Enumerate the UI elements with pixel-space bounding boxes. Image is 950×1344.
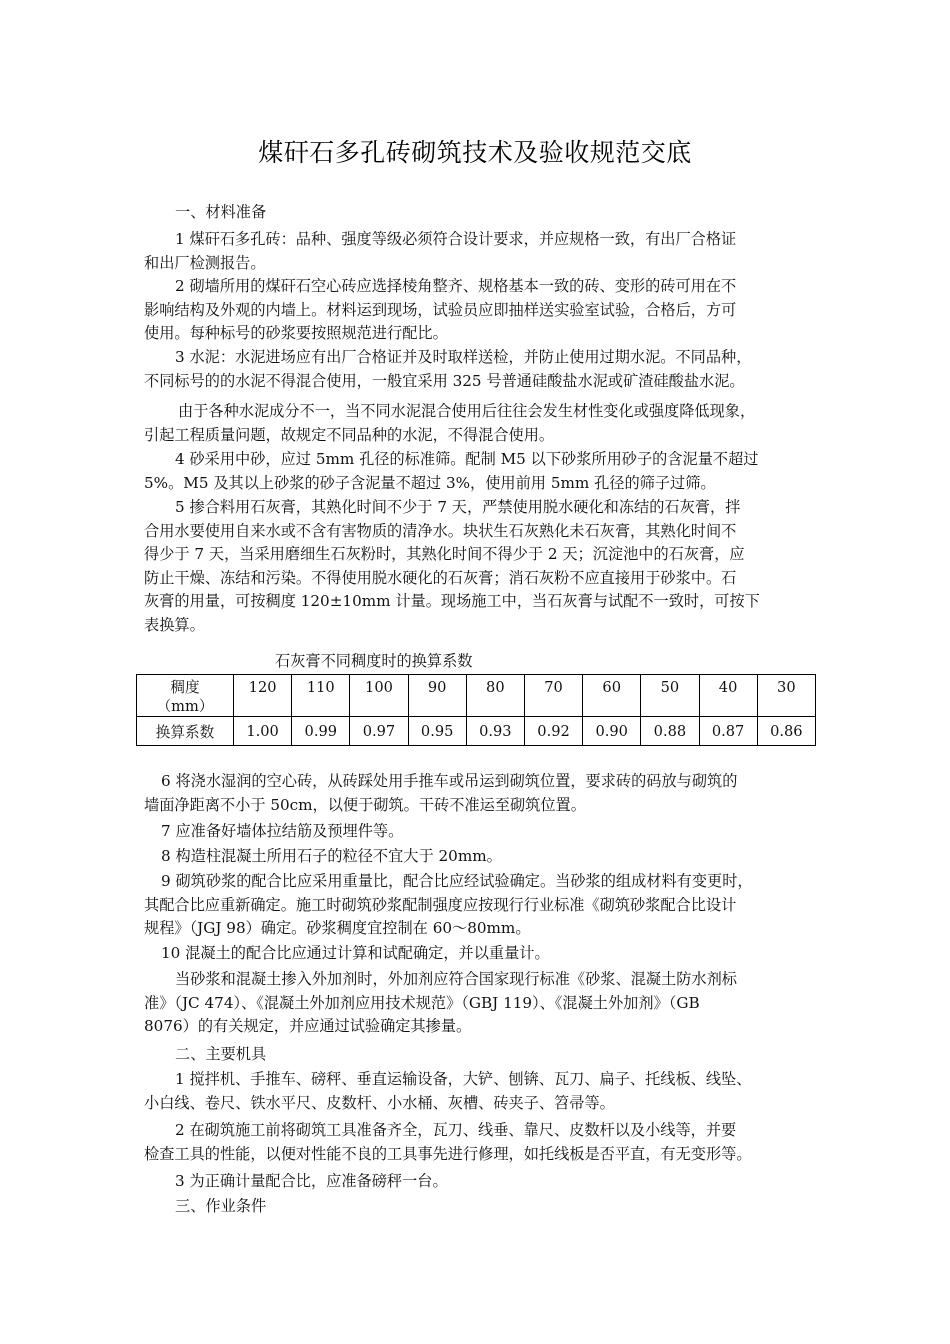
paragraph-line: 7 应准备好墙体拉结筋及预埋件等。 bbox=[161, 822, 404, 840]
paragraph-line: 不同标号的的水泥不得混合使用，一般宜采用 325 号普通硅酸盐水泥或矿渣硅酸盐水泥。 bbox=[144, 371, 745, 390]
paragraph-line: 1 搅拌机、手推车、磅秤、垂直运输设备，大铲、刨锛、瓦刀、扁子、托线板、线坠、 bbox=[175, 1070, 752, 1088]
consistency-cell: 30 bbox=[757, 675, 815, 717]
table-header-row bbox=[137, 675, 816, 717]
paragraph bbox=[144, 400, 812, 447]
coefficient-cell: 0.97 bbox=[350, 717, 408, 746]
document-title: 煤矸石多孔砖砌筑技术及验收规范交底 bbox=[258, 138, 692, 167]
paragraph-line: 灰膏的用量，可按稠度 120±10mm 计量。现场施工中，当石灰膏与试配不一致时，可按下 bbox=[144, 592, 760, 610]
paragraph bbox=[144, 845, 812, 869]
paragraph bbox=[144, 448, 812, 495]
table-row-label: 换算系数 bbox=[137, 717, 234, 746]
paragraph bbox=[144, 870, 812, 941]
paragraph-line: 影响结构及外观的内墙上。材料运到现场，试验员应即抽样送实验室试验，合格后，方可 bbox=[144, 300, 737, 319]
paragraph-line: 三、作业条件 bbox=[175, 1197, 267, 1215]
paragraph-line: 10 混凝土的配合比应通过计算和试配确定，并以重量计。 bbox=[161, 944, 550, 962]
paragraph-line: 引起工程质量问题，故规定不同品种的水泥，不得混合使用。 bbox=[144, 425, 555, 444]
table-coefficient-row bbox=[137, 717, 816, 746]
paragraph-line: 9 砌筑砂浆的配合比应采用重量比，配合比应经试验确定。当砂浆的组成材料有变更时， bbox=[161, 872, 753, 890]
paragraph-line: 墙面净距离不小于 50cm，以便于砌筑。干砖不准运至砌筑位置。 bbox=[144, 795, 586, 814]
paragraph-line: 3 水泥：水泥进场应有出厂合格证并及时取样送检，并防止使用过期水泥。不同品种， bbox=[175, 348, 752, 366]
coefficient-cell: 0.86 bbox=[757, 717, 815, 746]
paragraph-line: 准》（JC 474）、《混凝土外加剂应用技术规范》（GBJ 119）、《混凝土外加剂》（GB bbox=[144, 993, 700, 1012]
paragraph-line: 3 为正确计量配合比，应准备磅秤一台。 bbox=[175, 1172, 448, 1190]
paragraph-line: 8076）的有关规定，并应通过试验确定其掺量。 bbox=[144, 1017, 472, 1035]
paragraph-line: 5%。M5 及其以上砂浆的砂子含泥量不超过 3%，使用前用 5mm 孔径的筛子过筛。 bbox=[144, 473, 716, 492]
paragraph bbox=[144, 1170, 812, 1194]
paragraph-line: 和出厂检测报告。 bbox=[144, 253, 266, 272]
paragraph bbox=[144, 228, 812, 275]
coefficient-cell: 0.95 bbox=[408, 717, 466, 746]
paragraph-line: 1 煤矸石多孔砖：品种、强度等级必须符合设计要求，并应规格一致，有出厂合格证 bbox=[175, 230, 737, 248]
paragraph bbox=[144, 346, 812, 393]
paragraph-line: 规程》（JGJ 98）确定。砂浆稠度宜控制在 60～80mm。 bbox=[144, 919, 531, 937]
paragraph bbox=[144, 1195, 812, 1219]
header-label-line-1: 稠度 bbox=[170, 679, 200, 696]
coefficient-cell: 1.00 bbox=[234, 717, 292, 746]
paragraph-line: 8 构造柱混凝土所用石子的粒径不宜大于 20mm。 bbox=[161, 847, 502, 865]
paragraph-line: 二、主要机具 bbox=[175, 1045, 267, 1063]
paragraph-line: 由于各种水泥成分不一，当不同水泥混合使用后往往会发生材性变化或强度降低现象， bbox=[178, 402, 756, 420]
paragraph-line: 其配合比应重新确定。施工时砌筑砂浆配制强度应按现行行业标准《砌筑砂浆配合比设计 bbox=[144, 895, 737, 914]
paragraph-line: 6 将浇水湿润的空心砖，从砖踩处用手推车或吊运到砌筑位置，要求砖的码放与砌筑的 bbox=[161, 772, 738, 790]
consistency-cell: 90 bbox=[408, 675, 466, 717]
consistency-cell: 80 bbox=[466, 675, 524, 717]
table-header-label bbox=[137, 675, 234, 717]
consistency-cell: 70 bbox=[524, 675, 582, 717]
paragraph bbox=[144, 770, 812, 817]
coefficient-cell: 0.90 bbox=[583, 717, 641, 746]
paragraph bbox=[144, 275, 812, 346]
paragraph-line: 当砂浆和混凝土掺入外加剂时，外加剂应符合国家现行标准《砂浆、混凝土防水剂标 bbox=[175, 970, 737, 988]
paragraph-line: 防止干燥、冻结和污染。不得使用脱水硬化的石灰膏；消石灰粉不应直接用于砂浆中。石 bbox=[144, 568, 737, 587]
conversion-table bbox=[136, 674, 816, 746]
paragraph bbox=[144, 1119, 812, 1166]
coefficient-cell: 0.87 bbox=[699, 717, 757, 746]
coefficient-cell: 0.99 bbox=[292, 717, 350, 746]
paragraph bbox=[144, 1043, 812, 1067]
consistency-cell: 100 bbox=[350, 675, 408, 717]
paragraph-line: 2 砌墙所用的煤矸石空心砖应选择棱角整齐、规格基本一致的砖、变形的砖可用在不 bbox=[175, 277, 737, 295]
consistency-cell: 120 bbox=[234, 675, 292, 717]
paragraph-line: 一、材料准备 bbox=[175, 203, 267, 221]
table-caption: 石灰膏不同稠度时的换算系数 bbox=[275, 652, 473, 670]
paragraph-line: 2 在砌筑施工前将砌筑工具准备齐全，瓦刀、线垂、靠尺、皮数杆以及小线等，并要 bbox=[175, 1121, 737, 1139]
header-label-line-2: （mm） bbox=[156, 698, 214, 715]
paragraph bbox=[144, 942, 812, 966]
paragraph-line: 表换算。 bbox=[144, 615, 205, 634]
paragraph-line: 5 掺合料用石灰膏，其熟化时间不少于 7 天，严禁使用脱水硬化和冻结的石灰膏，拌 bbox=[175, 498, 741, 516]
consistency-cell: 60 bbox=[583, 675, 641, 717]
paragraph bbox=[144, 1068, 812, 1115]
consistency-cell: 110 bbox=[292, 675, 350, 717]
paragraph-line: 得少于 7 天，当采用磨细生石灰粉时，其熟化时间不得少于 2 天；沉淀池中的石灰膏，应 bbox=[144, 545, 745, 563]
paragraph bbox=[144, 820, 812, 844]
paragraph bbox=[144, 968, 812, 1039]
consistency-cell: 50 bbox=[641, 675, 699, 717]
paragraph bbox=[144, 201, 812, 225]
paragraph-line: 检查工具的性能，以便对性能不良的工具事先进行修理，如托线板是否平直，有无变形等。 bbox=[144, 1144, 752, 1163]
paragraph-line: 合用水要使用自来水或不含有害物质的清净水。块状生石灰熟化未石灰膏，其熟化时间不 bbox=[144, 521, 737, 540]
coefficient-cell: 0.93 bbox=[466, 717, 524, 746]
consistency-cell: 40 bbox=[699, 675, 757, 717]
paragraph-line: 小白线、卷尺、铁水平尺、皮数杆、小水桶、灰槽、砖夹子、笤帚等。 bbox=[144, 1093, 615, 1112]
paragraph-line: 4 砂采用中砂，应过 5mm 孔径的标准筛。配制 M5 以下砂浆所用砂子的含泥量不超过 bbox=[175, 450, 759, 468]
coefficient-cell: 0.92 bbox=[524, 717, 582, 746]
coefficient-cell: 0.88 bbox=[641, 717, 699, 746]
paragraph bbox=[144, 496, 812, 637]
paragraph-line: 使用。每种标号的砂浆要按照规范进行配比。 bbox=[144, 324, 448, 342]
